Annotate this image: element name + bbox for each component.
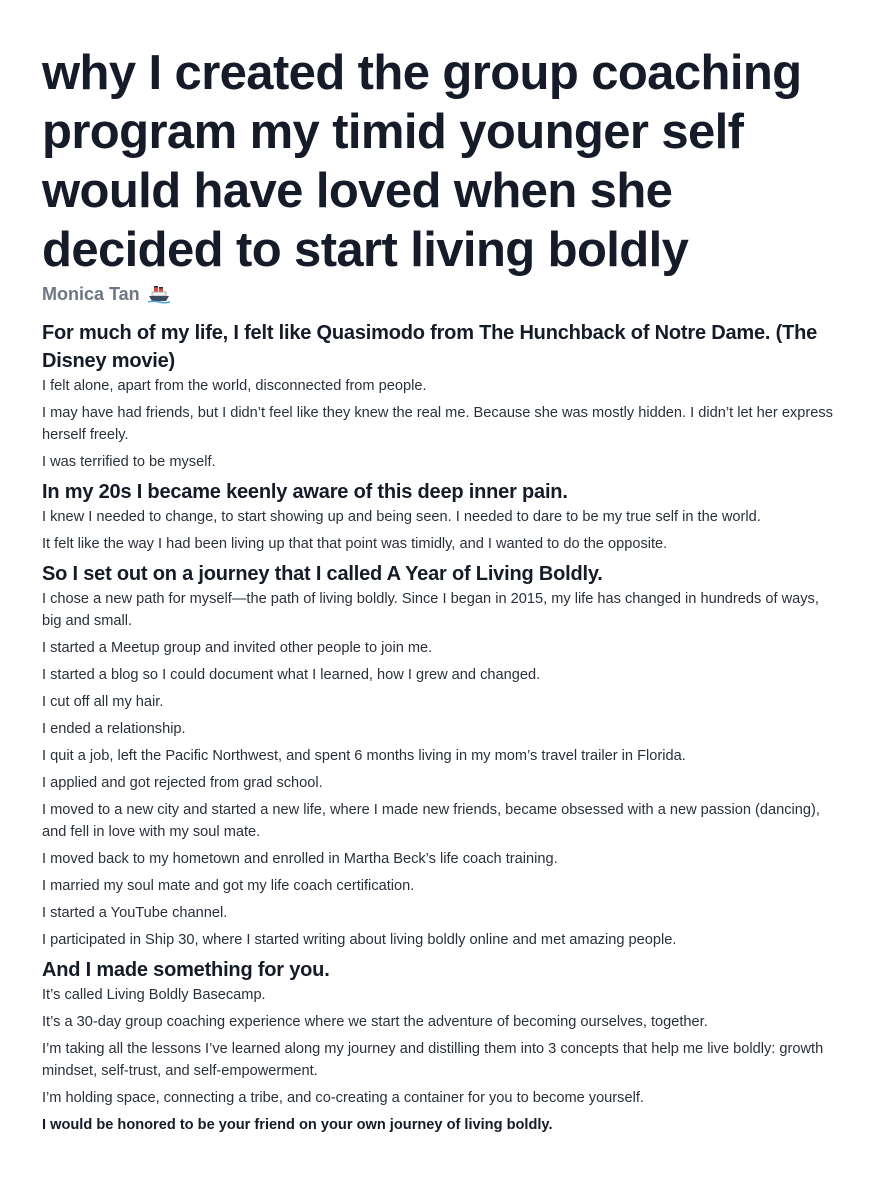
paragraph: It felt like the way I had been living up that that point was timidly, and I wanted to do the opposite. <box>42 536 668 552</box>
author-name: Monica Tan <box>42 284 140 304</box>
section-heading: For much of my life, I felt like Quasimodo from The Hunchback of Notre Dame. (The Disney movie) <box>42 322 818 372</box>
author-byline <box>42 283 170 305</box>
section-heading: So I set out on a journey that I called A Year of Living Boldly. <box>42 563 603 585</box>
paragraph: I chose a new path for myself—the path of living boldly. Since I began in 2015, my life has changed in hundreds of ways, big and small. <box>42 591 819 629</box>
section-heading: And I made something for you. <box>42 959 330 981</box>
paragraph: I moved back to my hometown and enrolled in Martha Beck’s life coach training. <box>42 851 558 867</box>
paragraph: I moved to a new city and started a new life, where I made new friends, became obsessed with a new passion (dancing), and fell in love with my soul mate. <box>42 802 820 840</box>
paragraph: I’m holding space, connecting a tribe, and co-creating a container for you to become yourself. <box>42 1090 644 1106</box>
paragraph: I was terrified to be myself. <box>42 454 216 470</box>
closing-line: I would be honored to be your friend on your own journey of living boldly. <box>42 1117 553 1133</box>
paragraph: It’s called Living Boldly Basecamp. <box>42 987 266 1003</box>
paragraph: I participated in Ship 30, where I started writing about living boldly online and met amazing people. <box>42 932 677 948</box>
paragraph: I felt alone, apart from the world, disconnected from people. <box>42 378 427 394</box>
paragraph: I knew I needed to change, to start showing up and being seen. I needed to dare to be my true self in the world. <box>42 509 761 525</box>
paragraph: I married my soul mate and got my life coach certification. <box>42 878 415 894</box>
paragraph: I cut off all my hair. <box>42 694 164 710</box>
section-heading: In my 20s I became keenly aware of this deep inner pain. <box>42 481 568 503</box>
paragraph: I may have had friends, but I didn’t feel like they knew the real me. Because she was mostly hidden. I didn’t let her express herself freely. <box>42 405 833 443</box>
article-body <box>42 319 842 1136</box>
paragraph: I quit a job, left the Pacific Northwest, and spent 6 months living in my mom’s travel trailer in Florida. <box>42 748 686 764</box>
paragraph: I started a YouTube channel. <box>42 905 228 921</box>
ship-icon <box>148 284 170 304</box>
paragraph: I applied and got rejected from grad school. <box>42 775 323 791</box>
paragraph: It’s a 30-day group coaching experience where we start the adventure of becoming ourselves, together. <box>42 1014 708 1030</box>
paragraph: I started a Meetup group and invited other people to join me. <box>42 640 433 656</box>
article-title: why I created the group coaching program my timid younger self would have loved when she decided to start living boldly <box>42 46 802 277</box>
paragraph: I started a blog so I could document what I learned, how I grew and changed. <box>42 667 541 683</box>
paragraph: I ended a relationship. <box>42 721 186 737</box>
paragraph: I’m taking all the lessons I’ve learned along my journey and distilling them into 3 concepts that help me live boldly: growth mindset, self-trust, and self-empowerment. <box>42 1041 824 1079</box>
